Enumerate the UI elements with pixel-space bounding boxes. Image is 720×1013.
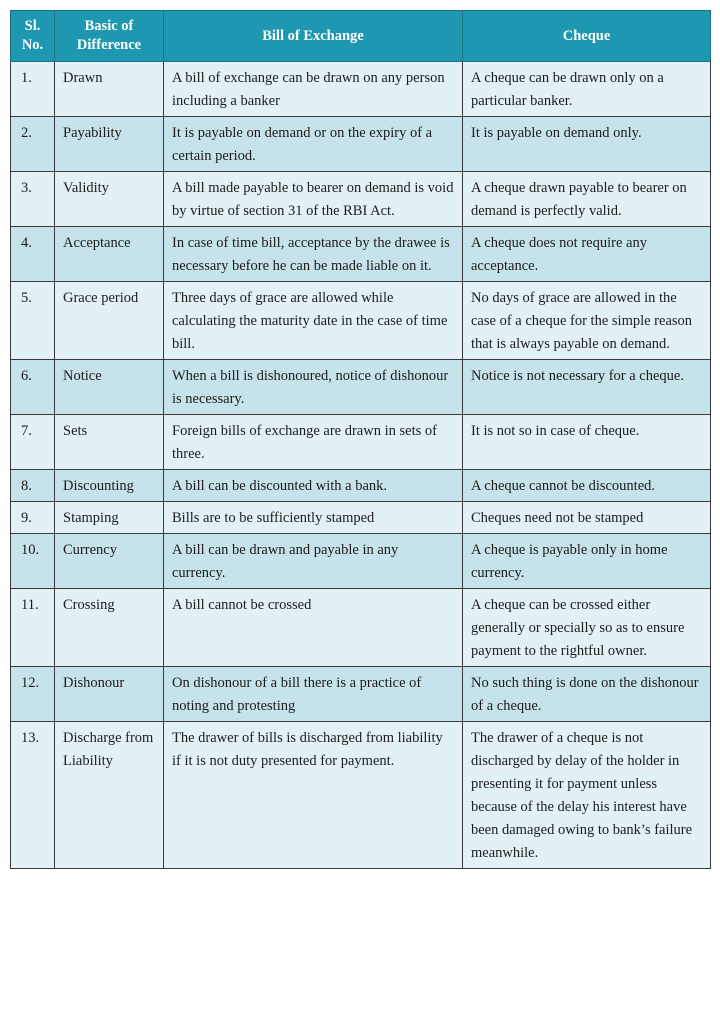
row-bill-text: Foreign bills of exchange are drawn in sets of three. <box>164 415 463 470</box>
row-basis: Crossing <box>55 589 164 667</box>
row-number: 4. <box>11 227 55 282</box>
row-cheque-text: No such thing is done on the dishonour of a cheque. <box>463 667 711 722</box>
row-basis: Dishonour <box>55 667 164 722</box>
table-header-row <box>11 11 711 62</box>
row-basis: Grace period <box>55 282 164 360</box>
row-cheque-text: A cheque cannot be discounted. <box>463 470 711 502</box>
table-row <box>11 360 711 415</box>
row-cheque-text: Cheques need not be stamped <box>463 502 711 534</box>
row-bill-text: On dishonour of a bill there is a practice of noting and protesting <box>164 667 463 722</box>
table-row <box>11 62 711 117</box>
row-bill-text: It is payable on demand or on the expiry of a certain period. <box>164 117 463 172</box>
header-cheque: Cheque <box>463 11 711 62</box>
table-row <box>11 502 711 534</box>
row-number: 3. <box>11 172 55 227</box>
row-basis: Sets <box>55 415 164 470</box>
table-row <box>11 722 711 869</box>
row-number: 8. <box>11 470 55 502</box>
table-row <box>11 227 711 282</box>
row-cheque-text: A cheque can be crossed either generally or specially so as to ensure payment to the rightful owner. <box>463 589 711 667</box>
row-bill-text: A bill can be drawn and payable in any currency. <box>164 534 463 589</box>
row-bill-text: A bill can be discounted with a bank. <box>164 470 463 502</box>
row-number: 11. <box>11 589 55 667</box>
comparison-table-container <box>10 10 710 869</box>
row-number: 7. <box>11 415 55 470</box>
table-row <box>11 589 711 667</box>
header-bill-of-exchange: Bill of Exchange <box>164 11 463 62</box>
row-number: 2. <box>11 117 55 172</box>
row-basis: Stamping <box>55 502 164 534</box>
row-number: 5. <box>11 282 55 360</box>
row-bill-text: A bill cannot be crossed <box>164 589 463 667</box>
header-sl-no: Sl. No. <box>11 11 55 62</box>
row-number: 12. <box>11 667 55 722</box>
row-basis: Validity <box>55 172 164 227</box>
header-basis: Basic of Difference <box>55 11 164 62</box>
row-cheque-text: It is not so in case of cheque. <box>463 415 711 470</box>
row-bill-text: A bill made payable to bearer on demand is void by virtue of section 31 of the RBI Act. <box>164 172 463 227</box>
row-bill-text: A bill of exchange can be drawn on any person including a banker <box>164 62 463 117</box>
row-cheque-text: A cheque does not require any acceptance. <box>463 227 711 282</box>
row-cheque-text: Notice is not necessary for a cheque. <box>463 360 711 415</box>
table-row <box>11 534 711 589</box>
row-cheque-text: No days of grace are allowed in the case of a cheque for the simple reason that is always payable on demand. <box>463 282 711 360</box>
row-bill-text: The drawer of bills is discharged from liability if it is not duty presented for payment. <box>164 722 463 869</box>
row-basis: Discounting <box>55 470 164 502</box>
row-bill-text: Bills are to be sufficiently stamped <box>164 502 463 534</box>
table-row <box>11 172 711 227</box>
row-cheque-text: It is payable on demand only. <box>463 117 711 172</box>
row-basis: Drawn <box>55 62 164 117</box>
row-basis: Acceptance <box>55 227 164 282</box>
row-bill-text: In case of time bill, acceptance by the drawee is necessary before he can be made liable on it. <box>164 227 463 282</box>
row-bill-text: When a bill is dishonoured, notice of dishonour is necessary. <box>164 360 463 415</box>
table-row <box>11 470 711 502</box>
row-basis: Payability <box>55 117 164 172</box>
table-row <box>11 667 711 722</box>
row-number: 6. <box>11 360 55 415</box>
row-basis: Notice <box>55 360 164 415</box>
table-row <box>11 415 711 470</box>
table-row <box>11 117 711 172</box>
row-basis: Discharge from Liability <box>55 722 164 869</box>
row-number: 10. <box>11 534 55 589</box>
row-cheque-text: A cheque can be drawn only on a particular banker. <box>463 62 711 117</box>
row-basis: Currency <box>55 534 164 589</box>
row-number: 1. <box>11 62 55 117</box>
comparison-table <box>10 10 711 869</box>
row-cheque-text: A cheque is payable only in home currency. <box>463 534 711 589</box>
row-number: 13. <box>11 722 55 869</box>
table-row <box>11 282 711 360</box>
row-cheque-text: A cheque drawn payable to bearer on demand is perfectly valid. <box>463 172 711 227</box>
row-cheque-text: The drawer of a cheque is not discharged by delay of the holder in presenting it for payment unless because of the delay his interest have been damaged owing to bank’s failure meanwhile. <box>463 722 711 869</box>
row-bill-text: Three days of grace are allowed while calculating the maturity date in the case of time bill. <box>164 282 463 360</box>
row-number: 9. <box>11 502 55 534</box>
